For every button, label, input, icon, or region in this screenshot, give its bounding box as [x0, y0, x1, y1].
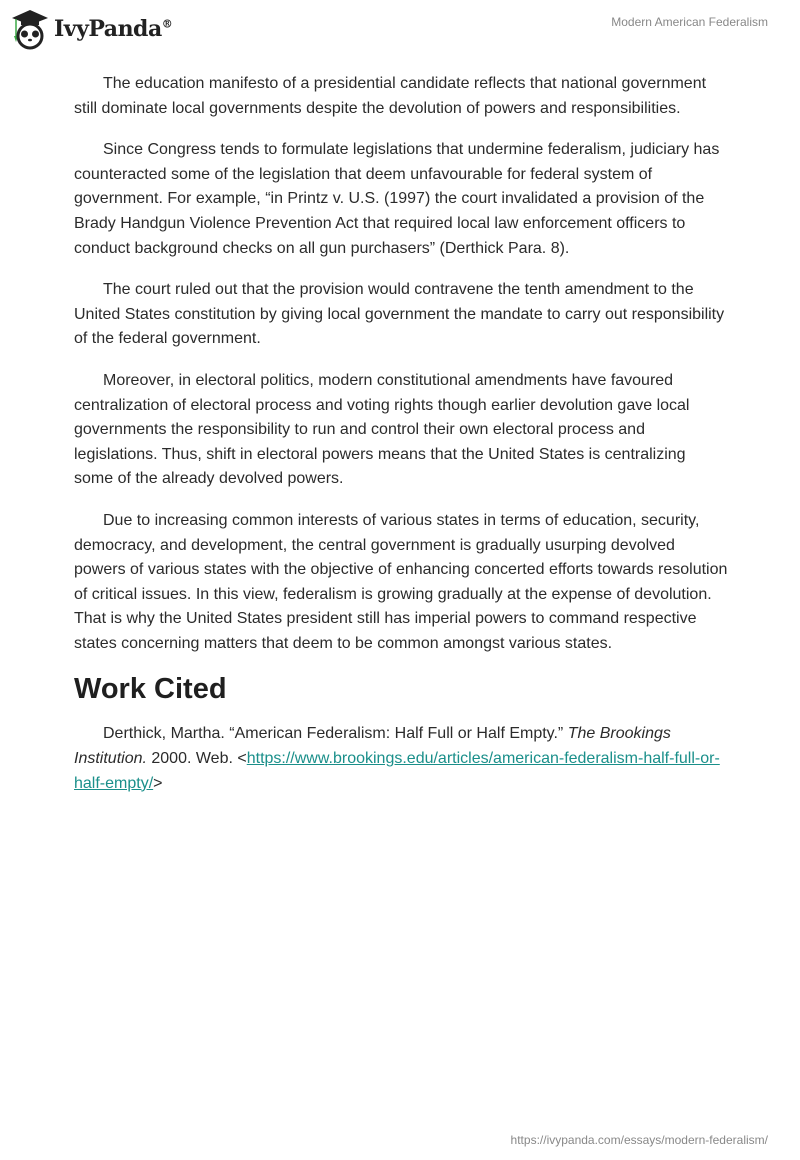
- essay-body: [74, 72, 728, 813]
- paragraph: The education manifesto of a presidential candidate reflects that national government still dominate local governments despite the devolution of powers and responsibilities.: [74, 75, 707, 117]
- paragraph: Due to increasing common interests of various states in terms of education, security, democracy, and development, the central government is gradually usurping devolved powers of various states with the objective of enhancing concerted efforts towards resolution of critical issues. In this view, federalism is growing gradually at the expense of devolution. That is why the United States president still has imperial powers to command respective states concerning matters that deem to be common amongst various states.: [74, 511, 728, 652]
- paragraph: Moreover, in electoral politics, modern constitutional amendments have favoured centralization of electoral process and voting rights though earlier devolution gave local governments the responsibility to run and control their own electoral process and legislations. Thus, shift in electoral powers means that the United States is centralizing some of the already devolved powers.: [74, 371, 690, 488]
- citation-publisher: The Brookings Institution.: [74, 725, 671, 768]
- citation-text: Derthick, Martha. “American Federalism: Half Full or Half Empty.”: [103, 725, 568, 743]
- footer-url: https://ivypanda.com/essays/modern-federalism/: [510, 1133, 768, 1147]
- citation-link[interactable]: https://www.brookings.edu/articles/american-federalism-half-full-or-half-empty/: [74, 750, 720, 792]
- ivypanda-logo[interactable]: [12, 8, 172, 50]
- citation-text: 2000. Web. <: [146, 750, 247, 768]
- works-cited-heading: Work Cited: [74, 673, 227, 706]
- document-title: Modern American Federalism: [611, 15, 768, 29]
- logo-text: IvyPanda®: [54, 16, 173, 42]
- citation-text: >: [153, 774, 163, 792]
- header: [0, 0, 800, 60]
- citation-entry: [74, 722, 728, 796]
- paragraph: The court ruled out that the provision would contravene the tenth amendment to the United States constitution by giving local government the mandate to carry out responsibility of the federal government.: [74, 281, 725, 348]
- panda-logo-icon: [12, 8, 48, 50]
- paragraph: Since Congress tends to formulate legislations that undermine federalism, judiciary has counteracted some of the legislation that deem unfavourable for federal system of government. For example, “in Printz v. U.S. (1997) the court invalidated a provision of the Brady Handgun Violence Prevention Act that required local law enforcement officers to conduct background checks on all gun purchasers” (Derthick Para. 8).: [74, 141, 720, 257]
